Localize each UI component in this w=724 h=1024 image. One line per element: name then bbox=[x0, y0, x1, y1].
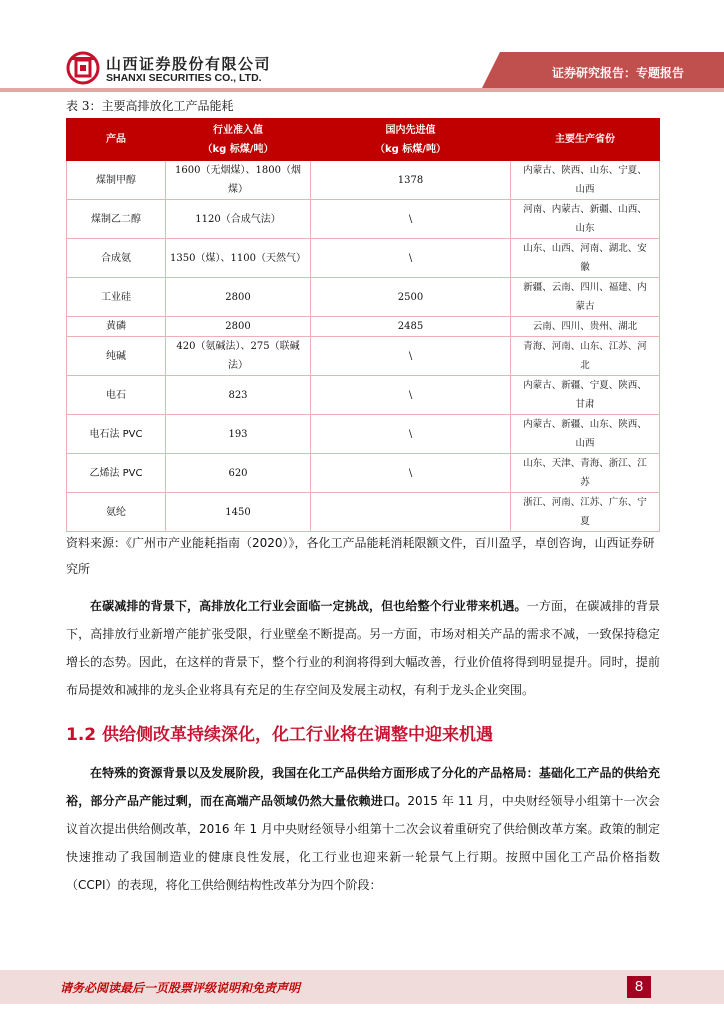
header-product: 产品 bbox=[67, 119, 166, 161]
table-row bbox=[67, 161, 660, 200]
cell-provinces: 河南、内蒙古、新疆、山西、山东 bbox=[511, 200, 660, 239]
table-source: 资料来源：《广州市产业能耗指南（2020）》，各化工产品能耗消耗限额文件，百川盈孚，卓创咨询，山西证券研究所 bbox=[66, 536, 655, 576]
cell-entry-value: 193 bbox=[166, 415, 311, 454]
company-name-cn: 山西证券股份有限公司 bbox=[106, 55, 272, 73]
cell-provinces: 山东、天津、青海、浙江、江苏 bbox=[511, 454, 660, 493]
page-number: 8 bbox=[627, 976, 651, 998]
table-row bbox=[67, 493, 660, 532]
cell-product: 合成氨 bbox=[67, 239, 166, 278]
cell-advanced-value: \ bbox=[311, 337, 511, 376]
cell-entry-value: 823 bbox=[166, 376, 311, 415]
table-row bbox=[67, 239, 660, 278]
footer-band bbox=[0, 970, 724, 1004]
cell-product: 工业硅 bbox=[67, 278, 166, 317]
table-row bbox=[67, 415, 660, 454]
cell-product: 黄磷 bbox=[67, 317, 166, 337]
cell-product: 纯碱 bbox=[67, 337, 166, 376]
cell-advanced-value: 2485 bbox=[311, 317, 511, 337]
cell-entry-value: 1120（合成气法） bbox=[166, 200, 311, 239]
cell-advanced-value: 1378 bbox=[311, 161, 511, 200]
cell-entry-value: 2800 bbox=[166, 317, 311, 337]
table-row bbox=[67, 278, 660, 317]
cell-product: 煤制甲醇 bbox=[67, 161, 166, 200]
energy-consumption-table bbox=[66, 118, 660, 532]
paragraph-carbon: 在碳减排的背景下，高排放化工行业会面临一定挑战，但也给整个行业带来机遇。一方面，在碳减排的背景下，高排放行业新增产能扩张受限，行业壁垒不断提高。另一方面，市场对相关产品的需求不减，一致保持稳定增长的态势。因此，在这样的背景下，整个行业的利润将得到大幅改善，行业价值将得到明显提升。同时，提前布局提效和减排的龙头企业将具有充足的生存空间及发展主动权，有利于龙头企业突围。 bbox=[66, 599, 660, 697]
table-header-row bbox=[67, 119, 660, 161]
cell-entry-value: 420（氨碱法）、275（联碱法） bbox=[166, 337, 311, 376]
header-provinces: 主要生产省份 bbox=[511, 119, 660, 161]
table-row bbox=[67, 317, 660, 337]
cell-entry-value: 1450 bbox=[166, 493, 311, 532]
table-caption: 表 3：主要高排放化工产品能耗 bbox=[66, 99, 234, 113]
cell-product: 乙烯法 PVC bbox=[67, 454, 166, 493]
table-row bbox=[67, 454, 660, 493]
cell-advanced-value: \ bbox=[311, 415, 511, 454]
cell-product: 电石法 PVC bbox=[67, 415, 166, 454]
cell-product: 电石 bbox=[67, 376, 166, 415]
header-band bbox=[0, 0, 724, 100]
table-row bbox=[67, 337, 660, 376]
cell-advanced-value: \ bbox=[311, 239, 511, 278]
header-entry-value: 行业准入值 （kg 标煤/吨） bbox=[166, 119, 311, 161]
table-row bbox=[67, 376, 660, 415]
cell-provinces: 内蒙古、陕西、山东、宁夏、山西 bbox=[511, 161, 660, 200]
cell-product: 煤制乙二醇 bbox=[67, 200, 166, 239]
paragraph-supply-side: 在特殊的资源背景以及发展阶段，我国在化工产品供给方面形成了分化的产品格局：基础化工产品的供给充裕，部分产品产能过剩，而在高端产品领域仍然大量依赖进口。2015 年 11 月，中央财经领导小组第十一次会议首次提出供给侧改革，2016 年 1 月中央财经领导小组第十二次会议着重研究了供给侧改革方案。政策的制定快速推动了我国制造业的健康良性发展，化工行业也迎来新一轮景气上行期。按照中国化工产品价格指数（CCPI）的表现，将化工供给侧结构性改革分为四个阶段： bbox=[66, 766, 660, 892]
cell-entry-value: 1350（煤）、1100（天然气） bbox=[166, 239, 311, 278]
company-name-en: SHANXI SECURITIES CO., LTD. bbox=[106, 72, 262, 84]
cell-provinces: 新疆、云南、四川、福建、内蒙古 bbox=[511, 278, 660, 317]
cell-provinces: 内蒙古、新疆、山东、陕西、山西 bbox=[511, 415, 660, 454]
cell-provinces: 青海、河南、山东、江苏、河北 bbox=[511, 337, 660, 376]
cell-advanced-value: \ bbox=[311, 200, 511, 239]
report-type: 证券研究报告：专题报告 bbox=[551, 66, 684, 80]
company-logo-icon bbox=[66, 51, 100, 85]
cell-advanced-value: \ bbox=[311, 454, 511, 493]
cell-entry-value: 2800 bbox=[166, 278, 311, 317]
cell-provinces: 内蒙古、新疆、宁夏、陕西、甘肃 bbox=[511, 376, 660, 415]
cell-provinces: 云南、四川、贵州、湖北 bbox=[511, 317, 660, 337]
cell-product: 氨纶 bbox=[67, 493, 166, 532]
cell-entry-value: 620 bbox=[166, 454, 311, 493]
table-row bbox=[67, 200, 660, 239]
section-heading: 1.2 供给侧改革持续深化，化工行业将在调整中迎来机遇 bbox=[66, 725, 494, 745]
disclaimer-note: 请务必阅读最后一页股票评级说明和免责声明 bbox=[60, 981, 301, 995]
cell-advanced-value bbox=[311, 493, 511, 532]
cell-advanced-value: 2500 bbox=[311, 278, 511, 317]
cell-provinces: 山东、山西、河南、湖北、安徽 bbox=[511, 239, 660, 278]
cell-provinces: 浙江、河南、江苏、广东、宁夏 bbox=[511, 493, 660, 532]
cell-entry-value: 1600（无烟煤）、1800（烟煤） bbox=[166, 161, 311, 200]
cell-advanced-value: \ bbox=[311, 376, 511, 415]
header-advanced-value: 国内先进值 （kg 标煤/吨） bbox=[311, 119, 511, 161]
